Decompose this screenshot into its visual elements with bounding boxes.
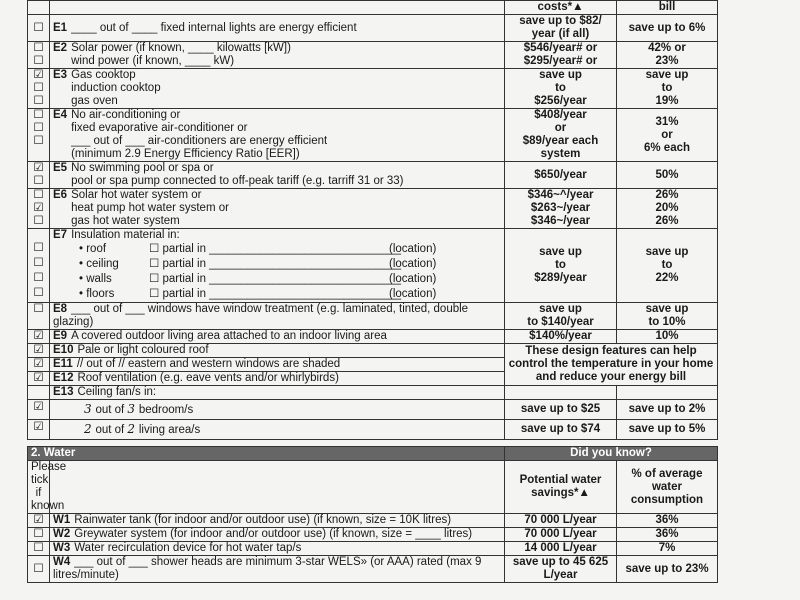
item-row-e5 bbox=[28, 162, 718, 189]
item-text: Greywater system (for indoor and/or outdoor use) (if known, size = ____ litres) bbox=[74, 528, 473, 540]
checkbox[interactable]: ☑ bbox=[33, 358, 44, 370]
item-code: E2 bbox=[53, 42, 68, 54]
text-line: save up bbox=[645, 69, 689, 81]
fan-description bbox=[50, 400, 505, 420]
text-line: $408/year bbox=[534, 109, 587, 121]
handwritten-count[interactable]: 3 bbox=[84, 401, 96, 416]
checkbox[interactable]: ☑ bbox=[33, 69, 44, 81]
percent-lines bbox=[620, 69, 714, 108]
fan-description bbox=[50, 420, 505, 440]
checkbox-cell bbox=[28, 330, 50, 344]
fan-room-label: living area/s bbox=[138, 423, 201, 436]
item-code: E6 bbox=[53, 189, 68, 201]
checkbox-cell bbox=[28, 400, 50, 420]
checkbox[interactable]: ☐ bbox=[33, 109, 44, 121]
percent-cell: save up to 23% bbox=[617, 556, 718, 583]
checkbox[interactable]: ☐ bbox=[33, 135, 44, 147]
savings-lines bbox=[508, 15, 613, 41]
item-code: E5 bbox=[53, 162, 68, 174]
text-line: year (if all) bbox=[531, 28, 590, 40]
fan-room-label: bedroom/s bbox=[138, 403, 194, 416]
handwritten-total[interactable]: 3 bbox=[127, 401, 139, 416]
text-line: 22% bbox=[655, 272, 679, 284]
savings-lines bbox=[508, 189, 613, 228]
text-line: $295/year# or bbox=[523, 55, 598, 67]
item-code: E3 bbox=[53, 69, 68, 81]
checkbox-cell bbox=[28, 556, 50, 583]
text-line: 31% bbox=[655, 115, 679, 128]
handwritten-count[interactable]: 2 bbox=[84, 421, 96, 436]
insulation-location: • walls bbox=[79, 273, 112, 285]
checkbox-cell bbox=[28, 162, 50, 189]
design-note: These design features can help control the temperature in your home and reduce your energy bill bbox=[505, 344, 718, 386]
item-text: // out of // eastern and western windows are shaded bbox=[76, 358, 341, 370]
item-code: E12 bbox=[53, 372, 74, 384]
text-line: 23% bbox=[655, 55, 679, 67]
partial-in-field[interactable]: ☐ partial in ______________________________ bbox=[149, 273, 402, 285]
item-row-w3 bbox=[28, 542, 718, 556]
item-code: E13 bbox=[53, 386, 74, 398]
percent-cell: 7% bbox=[617, 542, 718, 556]
water-savings-header: Potential water savings*▲ bbox=[505, 461, 617, 514]
checkbox[interactable]: ☑ bbox=[33, 400, 44, 413]
item-row-e2 bbox=[28, 42, 718, 69]
text-line: No swimming pool or spa or bbox=[71, 162, 214, 174]
checkbox-cell bbox=[28, 229, 50, 303]
savings-col-header: costs*▲ bbox=[505, 1, 617, 15]
checkbox-cell bbox=[28, 15, 50, 42]
savings-cell: $140%/year bbox=[505, 330, 617, 344]
water-column-headers bbox=[28, 461, 718, 514]
text-line: save up bbox=[539, 69, 582, 81]
text-line: to bbox=[661, 82, 673, 94]
savings-cell bbox=[505, 229, 617, 303]
insulation-location: • ceiling bbox=[79, 258, 119, 270]
checkbox[interactable]: ☐ bbox=[33, 542, 44, 554]
text-line: to bbox=[661, 259, 673, 271]
savings-lines bbox=[508, 246, 613, 285]
item-text: ___ out of ___ windows have window treatment (e.g. laminated, tinted, double glazing) bbox=[53, 303, 469, 328]
partial-in-field[interactable]: ☐ partial in ______________________________ bbox=[149, 243, 402, 255]
checkbox[interactable]: ☐ bbox=[33, 21, 44, 34]
insulation-location: • roof bbox=[79, 243, 107, 255]
checkbox[interactable]: ☐ bbox=[33, 257, 44, 269]
location-label: (location) bbox=[389, 243, 437, 255]
percent-lines bbox=[620, 246, 714, 285]
text-line: Solar power (if known, ____ kilowatts [kW]) bbox=[71, 42, 291, 54]
percent-cell: 36% bbox=[617, 514, 718, 528]
out-of-label: out of bbox=[95, 423, 128, 436]
checkbox[interactable]: ☐ bbox=[33, 287, 44, 299]
item-description bbox=[50, 386, 505, 400]
checkbox[interactable]: ☐ bbox=[33, 122, 44, 134]
text-line: $289/year bbox=[534, 272, 587, 284]
savings-cell bbox=[505, 189, 617, 229]
text-line: wind power (if known, ____ kW) bbox=[71, 55, 235, 67]
checkbox[interactable]: ☐ bbox=[33, 95, 44, 107]
text-line: or bbox=[661, 128, 673, 141]
item-description bbox=[50, 330, 505, 344]
checkbox-cell bbox=[28, 372, 50, 386]
savings-cell: 70 000 L/year bbox=[505, 514, 617, 528]
checkbox[interactable]: ☐ bbox=[33, 242, 44, 254]
savings-cell: 70 000 L/year bbox=[505, 528, 617, 542]
handwritten-total[interactable]: 2 bbox=[127, 421, 139, 436]
percent-lines bbox=[620, 22, 714, 35]
text-line: to bbox=[555, 82, 566, 94]
percent-cell bbox=[617, 303, 718, 330]
percent-cell: save up to 2% bbox=[617, 400, 718, 420]
text-line: to $140/year bbox=[527, 316, 594, 328]
item-text: A covered outdoor living area attached to an indoor living area bbox=[71, 330, 387, 342]
item-code: E11 bbox=[53, 358, 73, 370]
item-description bbox=[50, 189, 505, 229]
text-line: save up to 6% bbox=[628, 21, 706, 34]
tick-if-known-label: Please tick if known bbox=[28, 461, 50, 514]
text-line: to 10% bbox=[648, 316, 686, 328]
item-row-e4 bbox=[28, 109, 718, 162]
savings-lines bbox=[508, 69, 613, 108]
savings-cell bbox=[505, 69, 617, 109]
checkbox[interactable]: ☐ bbox=[33, 215, 44, 227]
text-line: heat pump hot water system or bbox=[71, 202, 229, 214]
item-description bbox=[50, 162, 505, 189]
partial-in-field[interactable]: ☐ partial in ______________________________ bbox=[149, 288, 402, 300]
gap-cell bbox=[28, 440, 718, 447]
text-line: save up bbox=[645, 303, 689, 315]
item-lines bbox=[71, 162, 403, 188]
item-text: Rainwater tank (for indoor and/or outdoor use) (if known, size = 10K litres) bbox=[74, 514, 452, 526]
text-line: 20% bbox=[655, 202, 679, 214]
text-line: 26% bbox=[655, 189, 679, 201]
item-row-w2 bbox=[28, 528, 718, 542]
item-row-e9 bbox=[28, 330, 718, 344]
item-description bbox=[50, 229, 505, 303]
blank-cell bbox=[28, 1, 50, 15]
energy-water-checklist bbox=[27, 0, 718, 583]
item-code: E7 bbox=[53, 229, 68, 241]
item-code: E1 bbox=[53, 21, 68, 34]
savings-cell bbox=[505, 303, 617, 330]
item-description bbox=[50, 358, 505, 372]
text-line: 19% bbox=[655, 95, 679, 107]
savings-cell: save up to $74 bbox=[505, 420, 617, 440]
text-line: ____ out of ____ fixed internal lights are energy efficient bbox=[71, 21, 357, 34]
checkbox[interactable]: ☐ bbox=[33, 189, 44, 201]
item-description bbox=[50, 69, 505, 109]
text-line: $256/year bbox=[534, 95, 587, 107]
savings-lines bbox=[508, 303, 613, 329]
item-description bbox=[50, 556, 505, 583]
item-row-e1 bbox=[28, 15, 718, 42]
item-description bbox=[50, 372, 505, 386]
insulation-location: • floors bbox=[79, 288, 115, 300]
text-line: gas hot water system bbox=[71, 215, 180, 227]
item-code: E8 bbox=[53, 303, 68, 315]
item-description bbox=[50, 42, 505, 69]
item-row-w4 bbox=[28, 556, 718, 583]
text-line: to bbox=[555, 259, 566, 271]
item-row-e7 bbox=[28, 229, 718, 303]
item-code: E9 bbox=[53, 330, 68, 342]
water-section-header bbox=[28, 447, 718, 461]
item-code: W1 bbox=[53, 514, 71, 526]
percent-cell: 10% bbox=[617, 330, 718, 344]
checkbox[interactable]: ☑ bbox=[33, 514, 44, 526]
checkbox[interactable] bbox=[31, 148, 46, 161]
item-code: E4 bbox=[53, 109, 68, 121]
text-line: (minimum 2.9 Energy Efficiency Ratio [EER]) bbox=[71, 148, 300, 160]
text-line: No air-conditioning or bbox=[71, 109, 181, 121]
checkbox-cell bbox=[28, 109, 50, 162]
percent-cell: 36% bbox=[617, 528, 718, 542]
checkbox-cell bbox=[28, 344, 50, 358]
item-code: E10 bbox=[53, 344, 74, 356]
item-description bbox=[50, 15, 505, 42]
savings-cell: save up to $25 bbox=[505, 400, 617, 420]
text-line: $263~/year bbox=[530, 202, 591, 214]
item-lines bbox=[71, 189, 229, 228]
water-percent-header: % of average water consumption bbox=[617, 461, 718, 514]
section-title: 2. Water bbox=[28, 447, 505, 461]
blank-cell bbox=[50, 461, 505, 514]
text-line: system bbox=[540, 148, 581, 160]
savings-cell: 14 000 L/year bbox=[505, 542, 617, 556]
text-line: save up bbox=[645, 246, 689, 258]
item-text: ___ out of ___ shower heads are minimum 3-star WELS» (or AAA) rated (max 9 litres/minute) bbox=[53, 556, 482, 581]
percent-cell bbox=[617, 15, 718, 42]
text-line: ___ out of ___ air-conditioners are energy efficient bbox=[71, 135, 328, 147]
item-lines bbox=[71, 109, 327, 161]
item-code: W2 bbox=[53, 528, 71, 540]
item-row-e3 bbox=[28, 69, 718, 109]
percent-cell bbox=[617, 162, 718, 189]
checkbox[interactable]: ☑ bbox=[33, 372, 44, 384]
checkbox-cell bbox=[28, 528, 50, 542]
item-lines bbox=[71, 69, 161, 108]
spacer bbox=[31, 229, 46, 242]
savings-lines bbox=[508, 109, 613, 161]
blank-cell bbox=[50, 1, 505, 15]
did-you-know-label: Did you know? bbox=[505, 447, 718, 461]
percent-cell bbox=[617, 42, 718, 69]
checkbox[interactable]: ☑ bbox=[33, 420, 44, 433]
checkbox[interactable]: ☑ bbox=[33, 202, 44, 214]
percent-lines bbox=[620, 42, 714, 68]
checkbox-cell bbox=[28, 303, 50, 330]
item-row-e6 bbox=[28, 189, 718, 229]
blank-cell bbox=[28, 386, 50, 400]
item-text: Roof ventilation (e.g. eave vents and/or whirlybirds) bbox=[77, 372, 339, 384]
item-description bbox=[50, 542, 505, 556]
item-description bbox=[50, 528, 505, 542]
text-line: 26% bbox=[655, 215, 679, 227]
checkbox[interactable]: ☑ bbox=[33, 330, 44, 342]
percent-lines bbox=[620, 189, 714, 228]
item-description bbox=[50, 344, 505, 358]
checkbox-cell bbox=[28, 420, 50, 440]
percent-col-header: bill bbox=[617, 1, 718, 15]
section-gap bbox=[28, 440, 718, 447]
text-line: save up bbox=[539, 303, 582, 315]
savings-cell bbox=[505, 109, 617, 162]
percent-cell: save up to 5% bbox=[617, 420, 718, 440]
checkbox[interactable]: ☐ bbox=[33, 562, 44, 575]
savings-cell bbox=[505, 162, 617, 189]
insulation-title: Insulation material in: bbox=[71, 229, 180, 241]
percent-lines bbox=[620, 169, 714, 182]
text-line: 50% bbox=[655, 168, 679, 181]
text-line: 6% each bbox=[643, 141, 691, 154]
text-line: 42% or bbox=[648, 42, 686, 54]
item-text: Pale or light coloured roof bbox=[77, 344, 209, 356]
percent-lines bbox=[620, 116, 714, 155]
text-line: Gas cooktop bbox=[71, 69, 136, 81]
checkbox-cell bbox=[28, 69, 50, 109]
blank-cell bbox=[505, 386, 617, 400]
partial-in-field[interactable]: ☐ partial in ______________________________ bbox=[149, 258, 402, 270]
checkbox[interactable]: ☐ bbox=[33, 175, 44, 187]
item-row-e13 bbox=[28, 386, 718, 400]
text-line: $546/year# or bbox=[523, 42, 598, 54]
fan-row bbox=[28, 400, 718, 420]
text-line: gas oven bbox=[71, 95, 118, 107]
savings-cell bbox=[505, 15, 617, 42]
checkbox[interactable]: ☐ bbox=[33, 82, 44, 94]
checkbox-cell bbox=[28, 189, 50, 229]
text-line: save up to $82/ bbox=[519, 15, 602, 27]
checkbox-cell bbox=[28, 358, 50, 372]
checkbox[interactable]: ☐ bbox=[33, 528, 44, 540]
checkbox[interactable]: ☐ bbox=[33, 272, 44, 284]
checkbox[interactable]: ☑ bbox=[33, 344, 44, 356]
energy-header-row bbox=[28, 1, 718, 15]
blank-cell bbox=[617, 386, 718, 400]
item-lines bbox=[71, 42, 291, 68]
item-description bbox=[50, 303, 505, 330]
item-code: W3 bbox=[53, 542, 71, 554]
item-row-e10 bbox=[28, 344, 718, 358]
text-line: Solar hot water system or bbox=[71, 189, 202, 201]
percent-cell bbox=[617, 229, 718, 303]
text-line: $346~^/year bbox=[527, 189, 594, 201]
item-code: W4 bbox=[53, 556, 71, 568]
out-of-label: out of bbox=[95, 403, 128, 416]
item-row-w1 bbox=[28, 514, 718, 528]
percent-cell bbox=[617, 69, 718, 109]
text-line: fixed evaporative air-conditioner or bbox=[71, 122, 248, 134]
location-label: (location) bbox=[389, 273, 437, 285]
text-line: $650/year bbox=[534, 168, 587, 181]
text-line: $89/year each bbox=[522, 135, 599, 147]
checkbox[interactable]: ☑ bbox=[33, 162, 44, 174]
fan-title: Ceiling fan/s in: bbox=[77, 386, 157, 398]
percent-cell bbox=[617, 189, 718, 229]
checkbox-cell bbox=[28, 542, 50, 556]
savings-lines bbox=[508, 42, 613, 68]
savings-cell: save up to 45 625 L/year bbox=[505, 556, 617, 583]
checkbox[interactable]: ☐ bbox=[33, 55, 44, 67]
savings-cell bbox=[505, 42, 617, 69]
checkbox-cell bbox=[28, 514, 50, 528]
checkbox[interactable]: ☐ bbox=[33, 42, 44, 54]
checkbox[interactable]: ☐ bbox=[33, 303, 44, 315]
text-line: or bbox=[554, 122, 567, 134]
item-lines bbox=[71, 22, 357, 35]
percent-lines bbox=[620, 303, 714, 329]
location-label: (location) bbox=[389, 258, 437, 270]
item-text: Water recirculation device for hot water tap/s bbox=[74, 542, 302, 554]
fan-row bbox=[28, 420, 718, 440]
text-line: induction cooktop bbox=[71, 82, 161, 94]
text-line: save up bbox=[539, 246, 582, 258]
text-line: pool or spa pump connected to off-peak tariff (e.g. tarriff 31 or 33) bbox=[71, 175, 404, 187]
text-line: $346~/year bbox=[530, 215, 591, 227]
item-description bbox=[50, 514, 505, 528]
item-description bbox=[50, 109, 505, 162]
percent-cell bbox=[617, 109, 718, 162]
savings-lines bbox=[508, 169, 613, 182]
location-label: (location) bbox=[389, 288, 437, 300]
item-row-e8 bbox=[28, 303, 718, 330]
checkbox-cell bbox=[28, 42, 50, 69]
